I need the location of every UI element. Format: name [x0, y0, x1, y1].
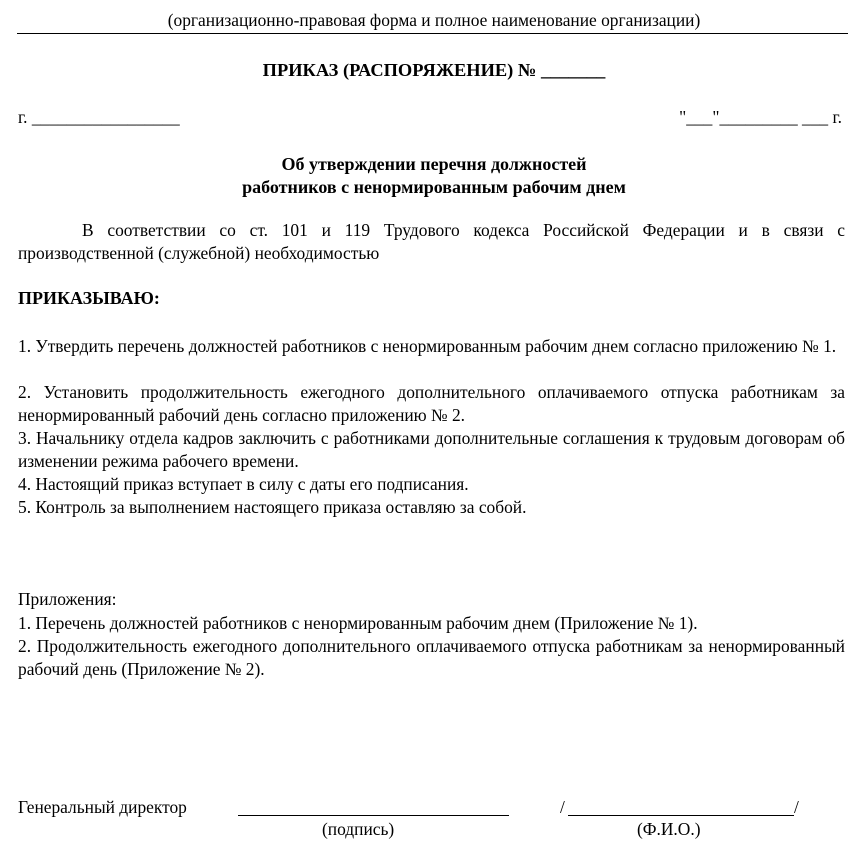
annex-item-2: 2. Продолжительность ежегодного дополнительного оплачиваемого отпуска работникам за ненормированный рабочий день (Приложение № 2). — [18, 636, 845, 679]
order-item-2: 2. Установить продолжительность ежегодного дополнительного оплачиваемого отпуска работникам за ненормированный рабочий день согласно приложению № 2. — [18, 382, 845, 425]
order-item-1: 1. Утвердить перечень должностей работников с ненормированным рабочим днем согласно приложению № 1. — [18, 336, 837, 356]
preamble-paragraph: В соответствии со ст. 101 и 119 Трудового кодекса Российской Федерации и в связи с производственной (служебной) необходимостью — [18, 220, 845, 263]
name-caption: (Ф.И.О.) — [637, 819, 701, 839]
place-field: г. _________________ — [18, 107, 180, 127]
order-item-5: 5. Контроль за выполнением настоящего приказа оставляю за собой. — [18, 497, 527, 517]
annex-item-1: 1. Перечень должностей работников с ненормированным рабочим днем (Приложение № 1). — [18, 613, 698, 633]
order-item-4: 4. Настоящий приказ вступает в силу с даты его подписания. — [18, 474, 469, 494]
signatory-position: Генеральный директор — [18, 797, 187, 817]
subject-line-2: работников с ненормированным рабочим днем — [242, 177, 626, 197]
signature-caption: (подпись) — [322, 819, 395, 839]
document-subject — [0, 153, 868, 199]
document-title: ПРИКАЗ (РАСПОРЯЖЕНИЕ) № _______ — [262, 60, 606, 80]
order-heading: ПРИКАЗЫВАЮ: — [18, 288, 160, 308]
name-slash-left: / — [560, 797, 565, 817]
name-line — [568, 815, 794, 816]
name-slash-right: / — [794, 797, 799, 817]
order-item-3: 3. Начальнику отдела кадров заключить с работниками дополнительные соглашения к трудовым договорам об изменении режима рабочего времени. — [18, 428, 845, 471]
date-field: "___"_________ ___ г. — [679, 107, 842, 127]
org-name-line — [17, 33, 848, 34]
signature-line — [238, 815, 509, 816]
annexes-heading: Приложения: — [18, 589, 117, 609]
subject-line-1: Об утверждении перечня должностей — [281, 154, 587, 174]
org-name-caption: (организационно-правовая форма и полное наименование организации) — [167, 10, 701, 30]
